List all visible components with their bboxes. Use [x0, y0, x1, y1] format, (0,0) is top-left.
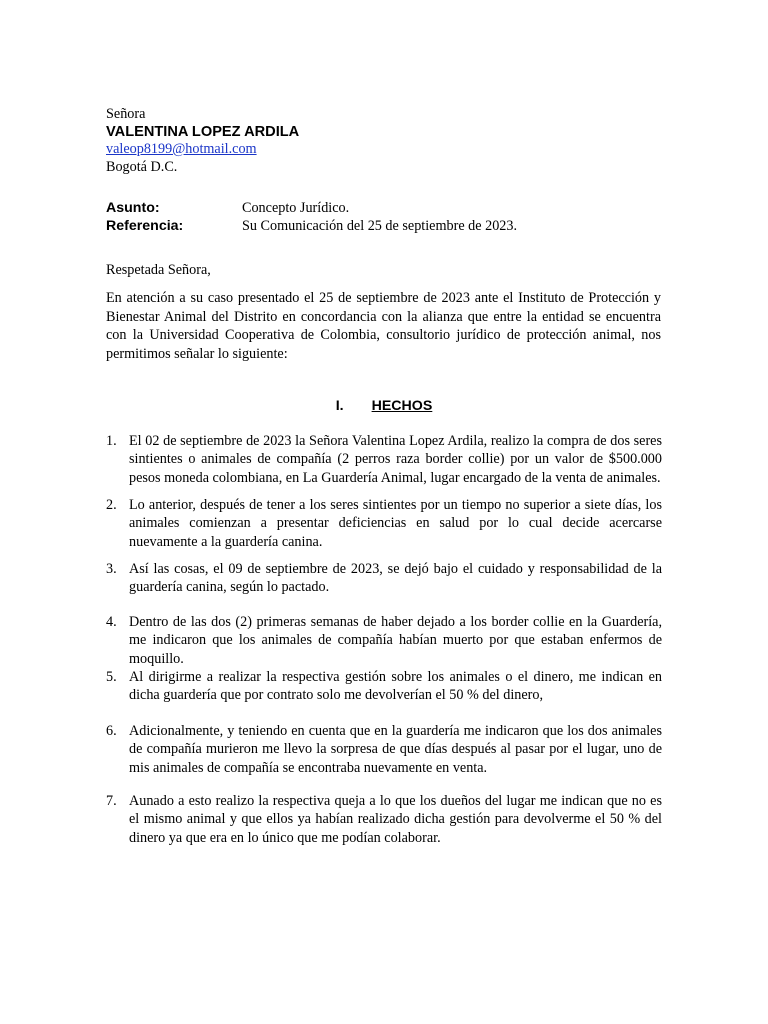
asunto-value: Concepto Jurídico. [242, 200, 350, 216]
subject-block [106, 200, 661, 235]
recipient-city: Bogotá D.C. [106, 158, 178, 175]
fact-number: 4. [106, 614, 117, 630]
fact-number: 7. [106, 793, 117, 809]
fact-number: 6. [106, 723, 117, 739]
fact-text: Lo anterior, después de tener a los seres sintientes por un tiempo no superior a siete días, los animales comienzan a presentar deficiencias en salud por lo cual decide acercarse nuevamente a la guardería canina. [129, 497, 662, 550]
recipient-name: VALENTINA LOPEZ ARDILA [106, 123, 300, 140]
referencia-label: Referencia: [106, 217, 184, 234]
asunto-label: Asunto: [106, 200, 160, 216]
greeting: Respetada Señora, [106, 262, 211, 278]
fact-text: Aunado a esto realizo la respectiva queja a lo que los dueños del lugar me indican que no es el mismo animal y que ellos ya habían realizado dicha gestión para devolverme el 50 % del dinero ya que era en lo único que me podían colaborar. [129, 793, 662, 846]
fact-item [106, 496, 662, 551]
recipient-title: Señora [106, 106, 146, 122]
fact-text: Al dirigirme a realizar la respectiva gestión sobre los animales o el dinero, me indican en dicha guardería que por contrato solo me devolverían el 50 % del dinero, [129, 669, 662, 704]
referencia-value: Su Comunicación del 25 de septiembre de 2023. [242, 217, 518, 234]
recipient-block [106, 106, 661, 176]
fact-item [106, 722, 662, 777]
fact-number: 1. [106, 433, 117, 449]
fact-item [106, 668, 662, 705]
fact-number: 3. [106, 561, 117, 577]
fact-text: Así las cosas, el 09 de septiembre de 2023, se dejó bajo el cuidado y responsabilidad de la guardería canina, según lo pactado. [129, 561, 662, 596]
section-number: I. [335, 398, 344, 414]
fact-number: 2. [106, 497, 117, 513]
fact-item [106, 792, 662, 847]
section-title: HECHOS [371, 398, 433, 414]
fact-item [106, 560, 662, 597]
intro-paragraph: En atención a su caso presentado el 25 de septiembre de 2023 ante el Instituto de Protección y Bienestar Animal del Distrito en concordancia con la alianza que entre la entidad se encuentra con la Universidad Cooperativa de Colombia, consultorio jurídico de protección animal, nos permitimos señalar lo siguiente: [106, 290, 661, 362]
fact-text: Dentro de las dos (2) primeras semanas de haber dejado a los border collie en la Guardería, me indicaron que los animales de compañía habían muerto por que estaban enfermos de moquillo. [129, 614, 662, 667]
fact-item [106, 432, 662, 487]
fact-item [106, 613, 662, 668]
fact-text: El 02 de septiembre de 2023 la Señora Valentina Lopez Ardila, realizo la compra de dos seres sintientes o animales de compañía (2 perros raza border collie) por un valor de $500.000 pesos moneda colombiana, en La Guardería Animal, lugar encargado de la venta de animales. [129, 433, 662, 486]
fact-number: 5. [106, 669, 117, 685]
fact-text: Adicionalmente, y teniendo en cuenta que en la guardería me indicaron que los dos animales de compañía murieron me llevo la sorpresa de que días después al pasar por el lugar, uno de mis animales de compañía se encontraba nuevamente en venta. [129, 723, 662, 776]
section-heading [0, 398, 768, 414]
recipient-email-link[interactable]: valeop8199@hotmail.com [106, 141, 257, 157]
